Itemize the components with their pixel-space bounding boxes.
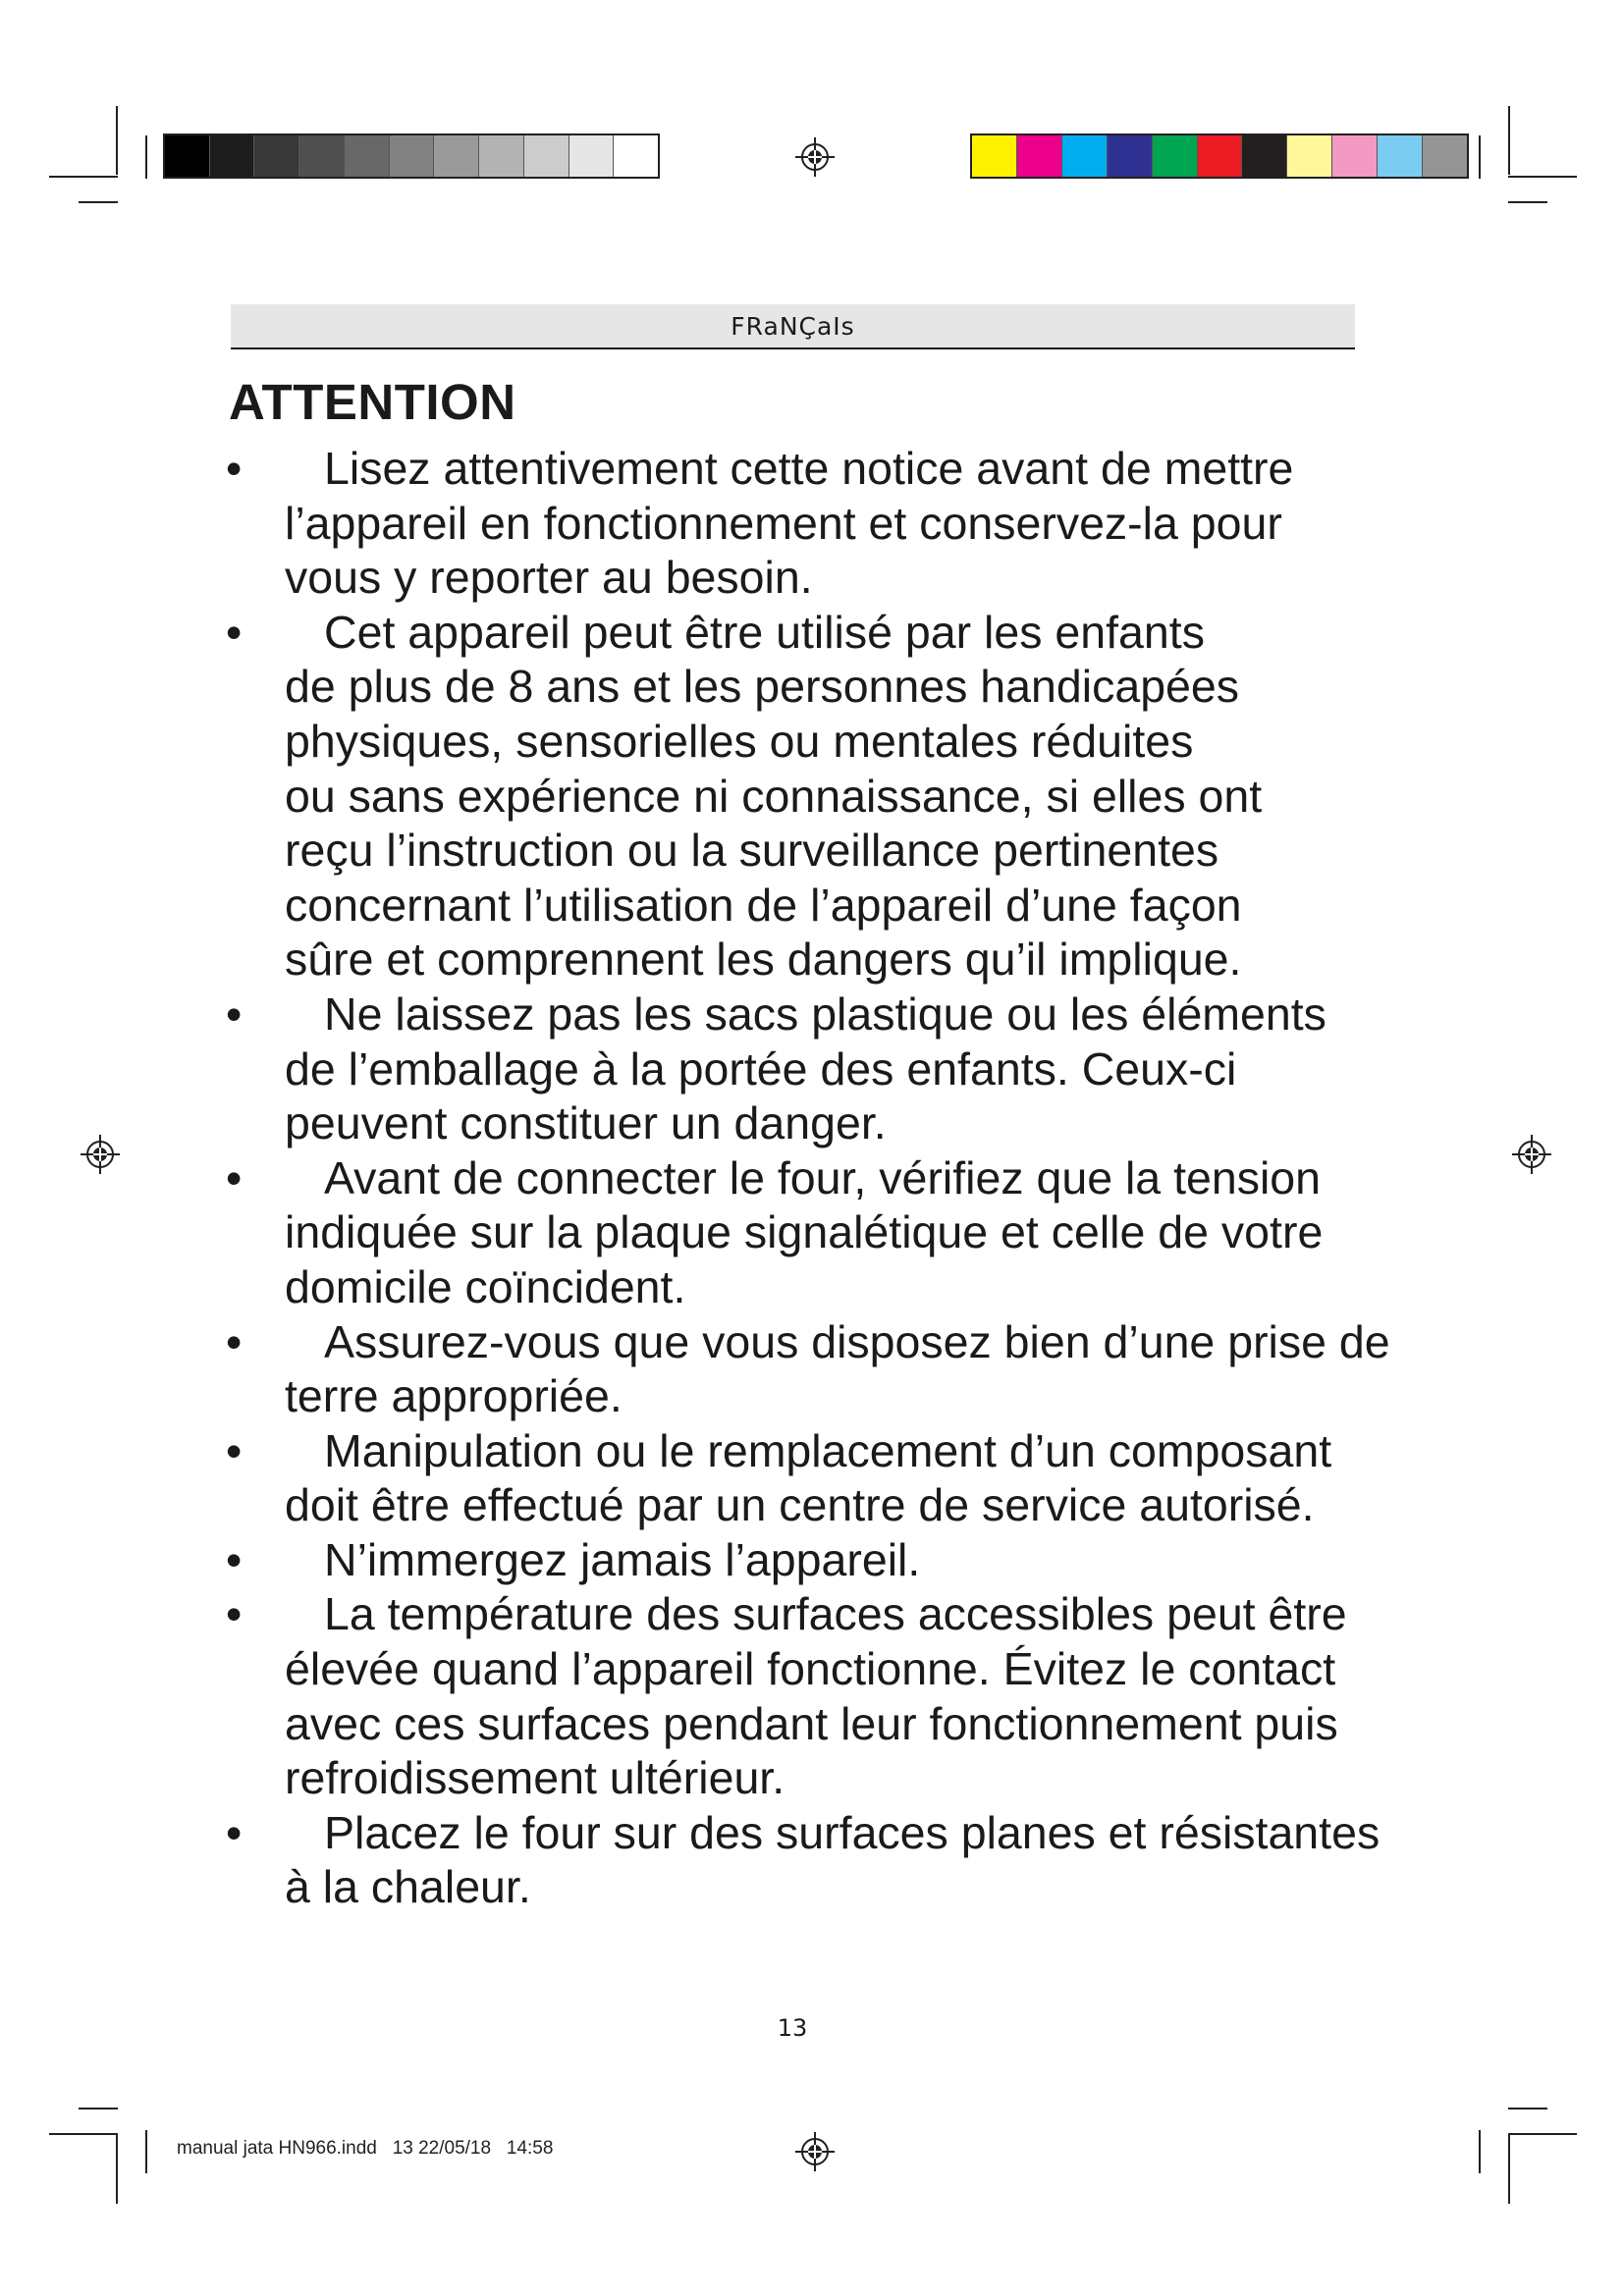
warning-line: de plus de 8 ans et les personnes handicapées bbox=[285, 661, 1240, 713]
color-swatch bbox=[1378, 135, 1423, 177]
warning-line: doit être effectué par un centre de service autorisé. bbox=[285, 1479, 1315, 1531]
gray-swatch bbox=[614, 135, 658, 177]
warning-item bbox=[226, 1587, 1404, 1805]
registration-mark-icon bbox=[81, 1135, 120, 1174]
bullet-icon: • bbox=[226, 988, 243, 1040]
warning-line: Manipulation ou le remplacement d’un composant bbox=[324, 1424, 1332, 1476]
crop-mark bbox=[1508, 176, 1577, 178]
gray-swatch bbox=[390, 135, 435, 177]
warning-line: Avant de connecter le four, vérifiez que la tension bbox=[324, 1151, 1322, 1203]
warning-line: ou sans expérience ni connaissance, si elles ont bbox=[285, 770, 1263, 822]
warning-line: Placez le four sur des surfaces planes et résistantes bbox=[324, 1806, 1380, 1858]
warning-line: de l’emballage à la portée des enfants. Ceux-ci bbox=[285, 1042, 1237, 1095]
registration-mark-icon bbox=[795, 2132, 835, 2171]
warning-line: terre appropriée. bbox=[285, 1370, 623, 1422]
warning-item bbox=[226, 606, 1404, 988]
crop-mark bbox=[1508, 2135, 1510, 2204]
color-swatch bbox=[1017, 135, 1062, 177]
bullet-icon: • bbox=[226, 443, 243, 494]
bullet-icon: • bbox=[226, 1806, 243, 1858]
page-number: 13 bbox=[777, 2014, 808, 2042]
gray-swatch bbox=[524, 135, 569, 177]
warning-line: N’immergez jamais l’appareil. bbox=[324, 1533, 921, 1585]
color-swatch bbox=[972, 135, 1017, 177]
crop-mark bbox=[79, 201, 118, 203]
bullet-icon: • bbox=[226, 606, 243, 658]
color-swatch bbox=[1153, 135, 1198, 177]
warning-item bbox=[226, 1151, 1404, 1315]
warning-line: élevée quand l’appareil fonctionne. Évitez le contact bbox=[285, 1643, 1336, 1695]
gray-swatch bbox=[345, 135, 390, 177]
color-swatch bbox=[1423, 135, 1467, 177]
crop-mark bbox=[116, 106, 118, 175]
warning-line: Lisez attentivement cette notice avant de mettre bbox=[324, 443, 1294, 494]
warning-line: à la chaleur. bbox=[285, 1861, 531, 1913]
gray-swatch bbox=[569, 135, 615, 177]
registration-mark-icon bbox=[1512, 1135, 1551, 1174]
warning-line: physiques, sensorielles ou mentales réduites bbox=[285, 715, 1194, 767]
warning-line: vous y reporter au besoin. bbox=[285, 552, 813, 604]
crop-mark bbox=[49, 2133, 118, 2135]
color-swatch bbox=[1242, 135, 1287, 177]
bullet-icon: • bbox=[226, 1533, 243, 1585]
gray-swatch bbox=[479, 135, 524, 177]
warning-line: Cet appareil peut être utilisé par les enfants bbox=[324, 606, 1205, 658]
crop-mark bbox=[1508, 201, 1547, 203]
warning-line: sûre et comprennent les dangers qu’il implique. bbox=[285, 934, 1242, 986]
warning-line: l’appareil en fonctionnement et conservez-la pour bbox=[285, 497, 1282, 549]
color-swatch bbox=[1332, 135, 1378, 177]
gray-swatch bbox=[299, 135, 345, 177]
warning-item bbox=[226, 1533, 1404, 1588]
warning-line: concernant l’utilisation de l’appareil d’une façon bbox=[285, 879, 1242, 931]
warning-line: peuvent constituer un danger. bbox=[285, 1097, 887, 1149]
print-slug: manual jata HN966.indd 13 22/05/18 14:58 bbox=[177, 2138, 554, 2159]
bullet-icon: • bbox=[226, 1315, 243, 1367]
crop-mark bbox=[79, 2108, 118, 2109]
warning-item bbox=[226, 988, 1404, 1151]
warning-line: reçu l’instruction ou la surveillance pertinentes bbox=[285, 825, 1219, 877]
crop-mark bbox=[1479, 2130, 1481, 2173]
warning-item bbox=[226, 1315, 1404, 1424]
color-swatch bbox=[1062, 135, 1108, 177]
crop-mark bbox=[145, 2130, 147, 2173]
warning-line: refroidissement ultérieur. bbox=[285, 1752, 785, 1804]
warning-line: domicile coïncident. bbox=[285, 1260, 686, 1312]
color-calibration-bar bbox=[970, 133, 1469, 179]
warning-line: Assurez-vous que vous disposez bien d’une prise de bbox=[324, 1315, 1390, 1367]
warning-list bbox=[226, 442, 1404, 1915]
warning-item bbox=[226, 1424, 1404, 1533]
gray-swatch bbox=[254, 135, 299, 177]
warning-item bbox=[226, 1806, 1404, 1915]
warning-line: indiquée sur la plaque signalétique et celle de votre bbox=[285, 1206, 1324, 1258]
bullet-icon: • bbox=[226, 1588, 243, 1640]
warning-line: Ne laissez pas les sacs plastique ou les éléments bbox=[324, 988, 1326, 1040]
crop-mark bbox=[1479, 135, 1481, 179]
bullet-icon: • bbox=[226, 1424, 243, 1476]
warning-line: La température des surfaces accessibles peut être bbox=[324, 1588, 1347, 1640]
color-swatch bbox=[1108, 135, 1153, 177]
grayscale-calibration-bar bbox=[163, 133, 660, 179]
crop-mark bbox=[116, 2135, 118, 2204]
crop-mark bbox=[145, 135, 147, 179]
registration-mark-icon bbox=[795, 137, 835, 177]
warning-line: avec ces surfaces pendant leur fonctionnement puis bbox=[285, 1697, 1338, 1749]
gray-swatch bbox=[210, 135, 255, 177]
gray-swatch bbox=[434, 135, 479, 177]
bullet-icon: • bbox=[226, 1151, 243, 1203]
gray-swatch bbox=[165, 135, 210, 177]
color-swatch bbox=[1287, 135, 1332, 177]
crop-mark bbox=[49, 176, 118, 178]
crop-mark bbox=[1508, 2108, 1547, 2109]
color-swatch bbox=[1198, 135, 1243, 177]
crop-mark bbox=[1508, 106, 1510, 175]
crop-mark bbox=[1508, 2133, 1577, 2135]
warning-item bbox=[226, 442, 1404, 606]
section-title: ATTENTION bbox=[229, 374, 516, 430]
language-header: FRaNÇaIs bbox=[231, 304, 1355, 349]
